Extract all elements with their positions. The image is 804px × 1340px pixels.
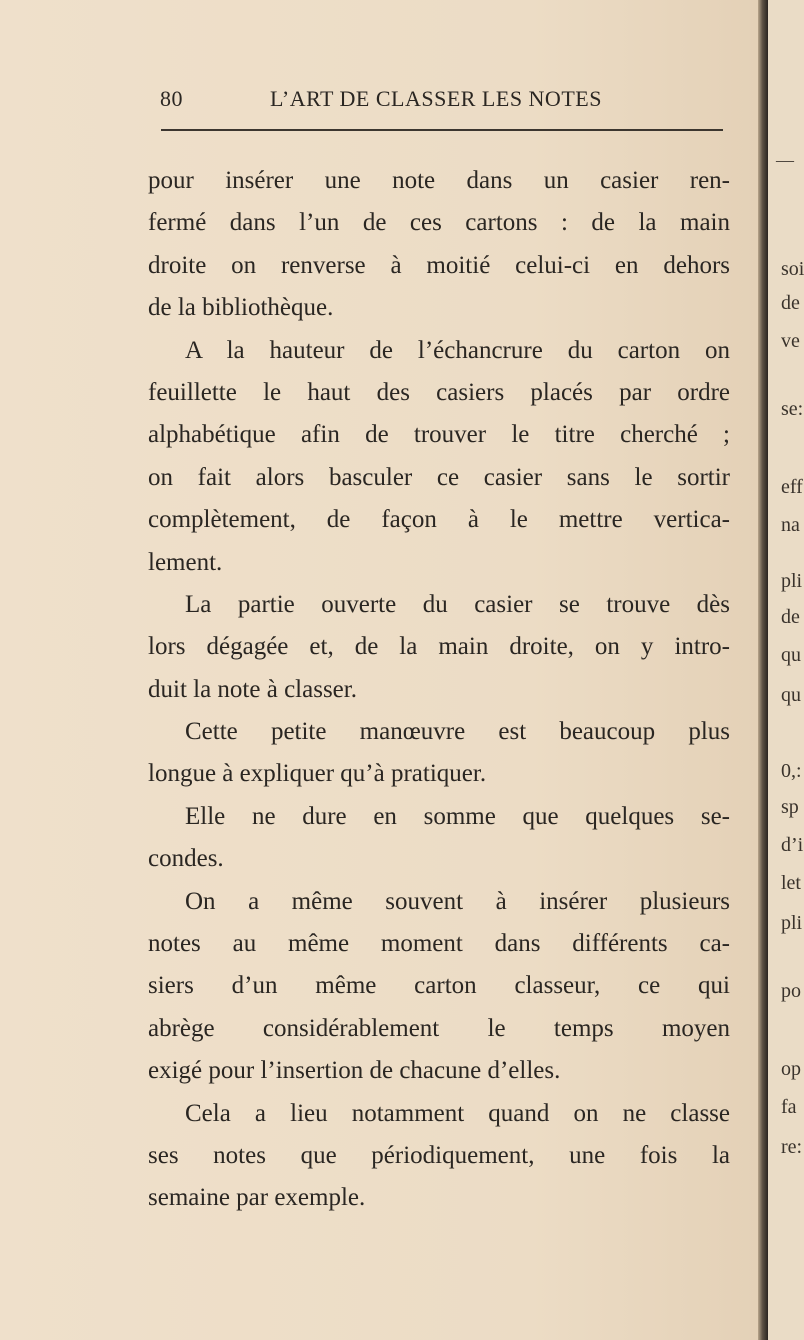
text-line: longue à expliquer qu’à pratiquer. — [148, 760, 487, 788]
facing-page-fragment: sp — [781, 796, 799, 818]
facing-page-fragment: pli — [781, 570, 803, 592]
text-line: notes au même moment dans différents ca- — [148, 930, 730, 958]
header-rule — [161, 129, 723, 131]
facing-page-fragment: d’i — [781, 834, 804, 856]
facing-page-fragment: fa — [781, 1096, 797, 1118]
text-line: semaine par exemple. — [148, 1184, 366, 1212]
body-text — [148, 160, 730, 1220]
facing-page-fragment: po — [781, 980, 801, 1002]
running-title: L’ART DE CLASSER LES NOTES — [270, 86, 602, 111]
text-line: A la hauteur de l’échancrure du carton on — [185, 336, 730, 364]
book-gutter — [758, 0, 768, 1340]
text-line: on fait alors basculer ce casier sans le sortir — [148, 463, 730, 491]
text-line: alphabétique afin de trouver le titre cherché ; — [148, 421, 730, 449]
facing-page-fragment: op — [781, 1058, 801, 1080]
facing-page-fragment: se: — [781, 398, 804, 420]
text-line: lors dégagée et, de la main droite, on y intro- — [148, 633, 730, 661]
facing-page-fragment: na — [781, 514, 800, 536]
text-line: complètement, de façon à le mettre vertica- — [148, 506, 730, 534]
text-line: droite on renverse à moitié celui-ci en dehors — [148, 251, 730, 279]
text-line: duit la note à classer. — [148, 675, 357, 703]
text-line: exigé pour l’insertion de chacune d’elles. — [148, 1057, 561, 1085]
text-line: pour insérer une note dans un casier ren- — [148, 167, 730, 194]
text-line: feuillette le haut des casiers placés par ordre — [148, 378, 730, 406]
facing-page-fragment: ve — [781, 330, 800, 352]
facing-page-fragment: qu — [781, 644, 801, 666]
facing-page-fragment: pli — [781, 912, 803, 934]
text-line: ses notes que périodiquement, une fois la — [148, 1141, 730, 1169]
text-line: abrège considérablement le temps moyen — [148, 1014, 730, 1042]
text-line: Cette petite manœuvre est beaucoup plus — [185, 718, 730, 746]
text-line: siers d’un même carton classeur, ce qui — [148, 972, 730, 1000]
text-line: de la bibliothèque. — [148, 294, 334, 322]
facing-page-fragment: eff — [781, 476, 803, 498]
text-line: La partie ouverte du casier se trouve dès — [185, 590, 730, 618]
facing-page-fragment: 0,: — [781, 760, 802, 782]
text-line: Elle ne dure en somme que quelques se- — [185, 802, 730, 830]
page-number: 80 — [160, 86, 183, 111]
facing-page-fragment: — — [776, 150, 794, 170]
facing-page-fragment: soi — [781, 258, 804, 280]
text-line: Cela a lieu notamment quand on ne classe — [185, 1099, 730, 1127]
facing-page-edge — [768, 0, 804, 1340]
facing-page-fragment: let — [781, 872, 801, 894]
text-line: On a même souvent à insérer plusieurs — [185, 887, 730, 915]
facing-page-fragment: de — [781, 292, 800, 314]
text-line: fermé dans l’un de ces cartons : de la main — [148, 209, 730, 237]
page-header — [160, 86, 724, 114]
text-line: condes. — [148, 845, 224, 873]
facing-page-fragment: de — [781, 606, 800, 628]
facing-page-fragment: re: — [781, 1136, 803, 1158]
text-line: lement. — [148, 548, 223, 576]
facing-page-fragment: qu — [781, 684, 801, 706]
